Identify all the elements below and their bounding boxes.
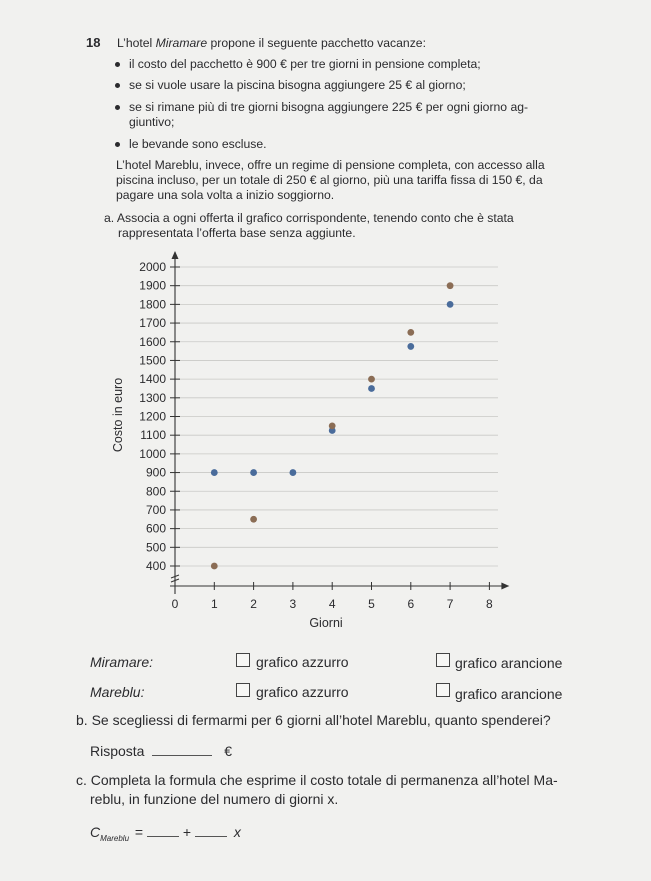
y-tick-label: 1400 (139, 372, 166, 387)
mareblu-orange-checkbox[interactable] (436, 683, 450, 697)
y-tick-label: 600 (145, 521, 166, 536)
bullet-item: se si vuole usare la piscina bisogna aggiungere 25 € al giorno; (129, 78, 466, 92)
y-tick-label: 500 (145, 540, 166, 555)
y-tick-label: 1300 (139, 390, 166, 405)
formula-plus: + (182, 824, 192, 840)
mareblu-orange-option-label: grafico arancione (455, 686, 563, 702)
orange-data-point (211, 563, 218, 570)
blue-data-point (407, 343, 414, 350)
mareblu-description-line: L’hotel Mareblu, invece, offre un regime di pensione completa, con accesso alla (116, 158, 545, 172)
part-a-question: a. Associa a ogni offerta il grafico corrispondente, tenendo conto che è stata (104, 211, 514, 225)
blue-data-point (250, 469, 257, 476)
blue-data-point (290, 469, 297, 476)
miramare-orange-checkbox[interactable] (436, 653, 450, 667)
answer-unit: € (224, 743, 233, 759)
answer-label: Risposta (90, 743, 145, 759)
formula-blank-coefficient[interactable] (195, 836, 227, 837)
orange-data-point (407, 329, 414, 336)
x-tick-label: 4 (328, 597, 336, 611)
y-tick-label: 900 (145, 465, 166, 480)
chart-points (211, 282, 454, 569)
part-c-question: reblu, in funzione del numero di giorni x. (90, 791, 339, 807)
chart-y-ticks (139, 260, 180, 573)
chart-gridlines (175, 267, 498, 566)
answer-blank[interactable] (152, 755, 212, 756)
problem-number: 18 (86, 35, 101, 50)
bullet-item: le bevande sono escluse. (129, 137, 267, 151)
formula-variable: x (233, 824, 241, 840)
y-tick-label: 1100 (140, 428, 166, 443)
part-c-question: c. Completa la formula che esprime il costo totale di permanenza all’hotel Ma- (76, 772, 558, 788)
part-b-question: b. Se scegliessi di fermarmi per 6 giorni all’hotel Mareblu, quanto spenderei? (76, 712, 551, 728)
x-tick-label: 7 (446, 597, 454, 611)
mareblu-blue-option-label: grafico azzurro (256, 684, 349, 700)
mareblu-blue-checkbox[interactable] (236, 683, 250, 697)
hotel-name-miramare: Miramare (155, 36, 208, 50)
y-tick-label: 2000 (139, 260, 166, 274)
x-tick-label: 6 (407, 597, 415, 611)
y-tick-label: 1800 (139, 297, 166, 312)
chart-axes (170, 251, 509, 594)
y-tick-label: 700 (145, 502, 166, 517)
formula-subscript: Mareblu (100, 833, 130, 843)
formula-equals: = (134, 824, 144, 840)
bullet-item: se si rimane più di tre giorni bisogna aggiungere 225 € per ogni giorno ag- (129, 100, 529, 114)
mareblu-description-line: pagare una sola volta a inizio soggiorno. (116, 188, 335, 202)
miramare-orange-option-label: grafico arancione (455, 655, 563, 671)
answer-row (90, 743, 232, 759)
x-tick-label: 0 (171, 597, 179, 611)
mareblu-description-line: piscina incluso, per un totale di 250 € al giorno, più una tariffa fissa di 150 €, da (116, 173, 543, 187)
orange-data-point (250, 516, 257, 523)
y-tick-label: 1700 (139, 316, 166, 331)
formula-blank-constant[interactable] (147, 836, 179, 837)
chart-y-label: Costo in euro (111, 377, 125, 453)
part-a-question: rappresentata l’offerta base senza aggiunte. (118, 226, 356, 240)
y-tick-label: 1200 (139, 409, 166, 424)
bullet-item-continued: giuntivo; (129, 115, 175, 129)
y-axis-arrow (172, 251, 179, 259)
mareblu-label: Mareblu: (90, 684, 145, 700)
orange-data-point (329, 422, 336, 429)
y-tick-label: 1500 (139, 353, 166, 368)
miramare-blue-option-label: grafico azzurro (256, 654, 349, 670)
x-tick-label: 2 (250, 597, 257, 611)
blue-data-point (368, 385, 375, 392)
miramare-label: Miramare: (90, 654, 154, 670)
x-axis-arrow (501, 583, 509, 590)
x-tick-label: 1 (210, 597, 218, 611)
intro-prefix: L’hotel (117, 36, 156, 50)
orange-data-point (368, 376, 375, 383)
blue-data-point (447, 301, 454, 308)
formula-symbol: C (90, 824, 101, 840)
x-tick-label: 8 (486, 597, 493, 611)
chart-x-label: Giorni (309, 616, 343, 630)
y-tick-label: 1600 (139, 334, 166, 349)
y-tick-label: 400 (145, 559, 166, 573)
bullet-item: il costo del pacchetto è 900 € per tre giorni in pensione completa; (129, 57, 481, 71)
orange-data-point (447, 282, 454, 289)
y-tick-label: 1000 (139, 446, 166, 461)
x-tick-label: 3 (289, 597, 297, 611)
miramare-blue-checkbox[interactable] (236, 653, 250, 667)
formula (90, 824, 241, 843)
y-tick-label: 800 (145, 484, 166, 499)
blue-data-point (211, 469, 218, 476)
intro-suffix: propone il seguente pacchetto vacanze: (207, 36, 426, 50)
y-tick-label: 1900 (139, 278, 166, 293)
x-tick-label: 5 (368, 597, 375, 611)
